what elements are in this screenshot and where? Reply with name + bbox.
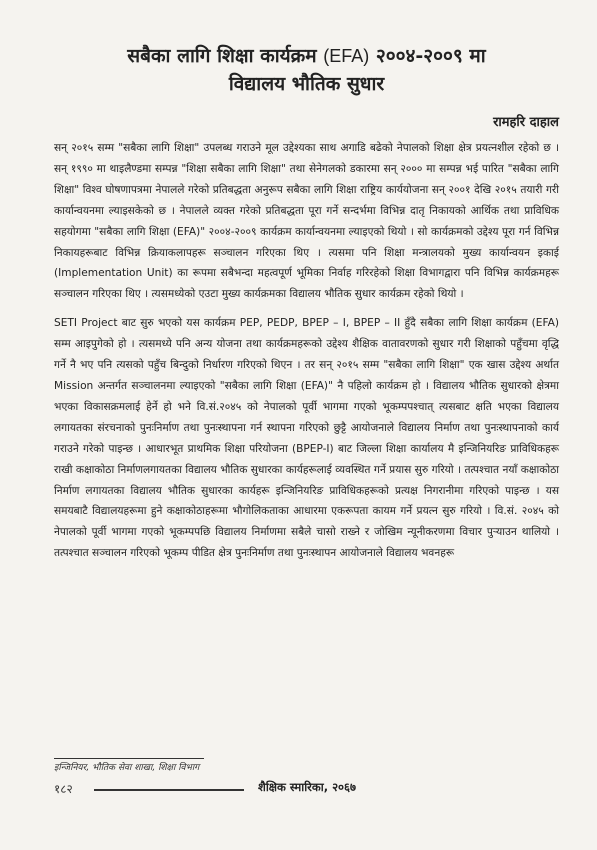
paragraph-1: सन् २०१५ सम्म "सबैका लागि शिक्षा" उपलब्ध गराउने मूल उद्देश्यका साथ अगाडि बढेको नेपालको शिक्षा क्षेत्र प्रयत्नशील रहेको छ । सन् १९९० मा थाइलैण्डमा सम्पन्न "शिक्षा सबैका लागि शिक्षा" तथा सेनेगलको डकारमा सन् २००० मा सम्पन्न भई पारित "सबैका लागि शिक्षा" विश्व घोषणापत्रमा नेपालले गरेको प्रतिबद्धता अनुरूप सबैका लागि शिक्षा राष्ट्रिय कार्ययोजना सन् २००१ देखि २०१५ तयारी गरी कार्यान्वयनमा ल्याइसकेको छ । नेपालले व्यक्त गरेको प्रतिबद्धता पूरा गर्ने सन्दर्भमा विभिन्न दातृ निकायको आर्थिक तथा प्राविधिक सहयोगमा "सबैका लागि शिक्षा (EFA)" २००४-२००९ कार्यक्रम कार्यान्वयनमा ल्याइएको थियो । सो कार्यक्रमको उद्देश्य पूरा गर्न विभिन्न निकायहरूबाट विभिन्न क्रियाकलापहरू सञ्चालन गरिएका थिए । त्यसमा पनि शिक्षा मन्त्रालयको मुख्य कार्यान्वयन इकाई (Implementation Unit) का रूपमा सबैभन्दा महत्वपूर्ण भूमिका निर्वाह गरिरहेको शिक्षा विभागद्वारा पनि विभिन्न कार्यक्रमहरू सञ्चालन गरिएका थिए । त्यसमध्येको एउटा मुख्य कार्यक्रमका विद्यालय भौतिक सुधार कार्यक्रम रहेको थियो । xyxy=(54,142,559,301)
title-line1-pre: सबैका लागि शिक्षा कार्यक्रम xyxy=(127,45,317,67)
footer-divider xyxy=(94,789,244,791)
title-line1-latin: (EFA) xyxy=(323,46,370,66)
title-line1-post: २००४-२००९ मा xyxy=(375,45,486,67)
page-footer xyxy=(54,780,559,800)
footnote-divider xyxy=(54,758,204,759)
page-number: १८२ xyxy=(54,782,73,796)
author-footnote: इन्जिनियर, भौतिक सेवा शाखा, शिक्षा विभाग xyxy=(54,763,200,773)
paragraph-2: SETI Project बाट सुरु भएको यस कार्यक्रम PEP, PEDP, BPEP – I, BPEP – II हुँदै सबैका लागि शिक्षा कार्यक्रम (EFA) सम्म आइपुगेको हो । त्यसमध्ये पनि अन्य योजना तथा कार्यक्रमहरूको उद्देश्य शैक्षिक वातावरणको सुधार गरी शिक्षाको पहुँचमा वृद्धि गर्ने नै भए पनि त्यसको पहुँच बिन्दुको निर्धारण गरिएको थिएन । तर सन् २०१५ सम्म "सबैका लागि शिक्षा" एक खास उद्देश्य अर्थात Mission अन्तर्गत सञ्चालनमा ल्याइएको "सबैका लागि शिक्षा (EFA)" नै पहिलो कार्यक्रम हो । विद्यालय भौतिक सुधारको क्षेत्रमा भएका विकासक्रमलाई हेर्ने हो भने वि.सं.२०४५ को नेपालको पूर्वी भागमा गएको भूकम्पपश्चात् त्यसबाट क्षति भएका विद्यालय लगायतका संरचनाको पुनःनिर्माण तथा पुनःस्थापना गर्न स्थापना गरिएको छुट्टै आयोजनाले विद्यालय निर्माण तथा पुनःस्थापनाको कार्य गराउने गरेको पाइन्छ । आधारभूत प्राथमिक शिक्षा परियोजना (BPEP-I) बाट जिल्ला शिक्षा कार्यालय मै इन्जिनियरिङ प्राविधिकहरू राखी कक्षाकोठा निर्माणलगायतका विद्यालय भौतिक सुधारका कार्यहरूलाई व्यवस्थित गर्ने प्रयास सुरु गरियो । तत्पश्चात नयाँ कक्षाकोठा निर्माण लगायतका विद्यालय भौतिक सुधारका कार्यहरू इन्जिनियरिङ प्राविधिकहरूको प्रत्यक्ष निगरानीमा गरिएको पाइन्छ । यस समयबाटै विद्यालयहरूमा हुने कक्षाकोठाहरूमा भौगोलिकताका आधारमा एकरूपता कायम गर्ने प्रयत्न सुरु गरियो । वि.सं. २०४५ को नेपालको पूर्वी भागमा गएको भूकम्पपछि विद्यालय निर्माणमा सबैले चासो राख्ने र जोखिम न्यूनीकरणमा विचार पुर्‍याउन थालियो । तत्पश्चात सञ्चालन गरिएको भूकम्प पीडित क्षेत्र पुनःनिर्माण तथा पुनःस्थापन आयोजनाले विद्यालय भवनहरू xyxy=(54,317,559,560)
title-line2: विद्यालय भौतिक सुधार xyxy=(228,73,385,95)
article-title xyxy=(54,42,559,98)
author-name: रामहरि दाहाल xyxy=(493,115,559,130)
journal-name: शैक्षिक स्मारिका, २०६७ xyxy=(258,780,356,794)
